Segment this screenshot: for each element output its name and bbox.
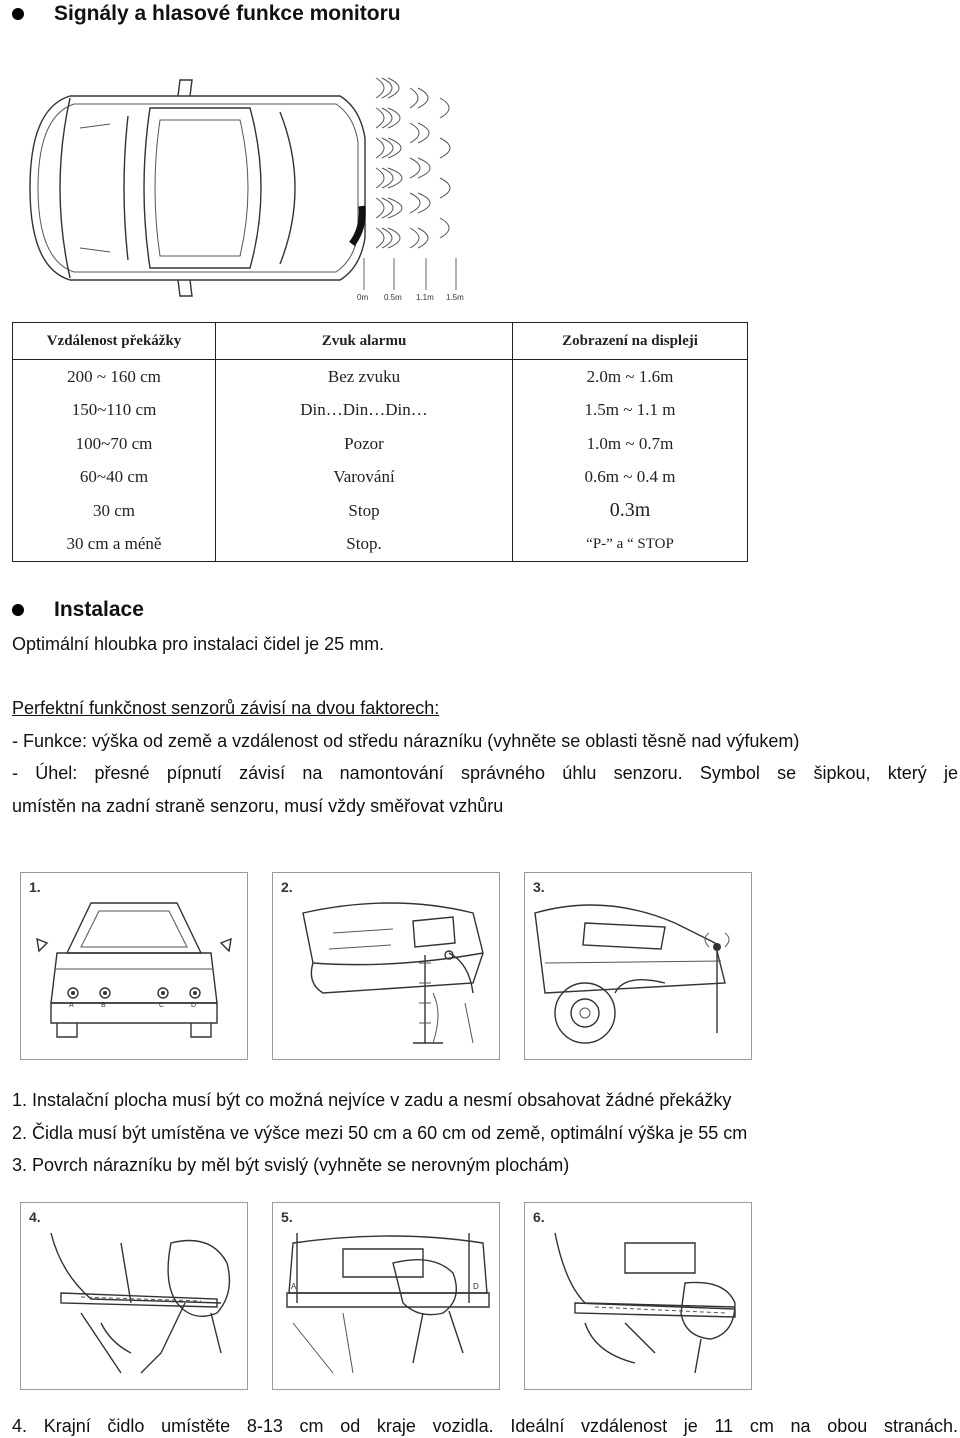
column-header: Zobrazení na displeji [513, 323, 748, 360]
sensor-label: D [473, 1282, 479, 1291]
bullet-icon [12, 604, 24, 616]
table-cell: 1.0m ~ 0.7m [513, 427, 748, 460]
figure-label: 5. [281, 1209, 293, 1225]
table-header-row [13, 323, 748, 360]
figure-label: 2. [281, 879, 293, 895]
section-title: Instalace [54, 598, 144, 621]
distance-label: 1.5m [446, 293, 464, 302]
figure-1 [20, 872, 248, 1060]
factor-function: - Funkce: výška od země a vzdálenost od středu nárazníku (vyhněte se oblasti těsně nad výfukem) [12, 731, 800, 751]
table-cell: 150~110 cm [13, 394, 216, 427]
figure-6 [524, 1202, 752, 1390]
table-cell: 1.5m ~ 1.1 m [513, 394, 748, 427]
sensor-label: B [101, 1002, 106, 1009]
factors-intro: Perfektní funkčnost senzorů závisí na dvou faktorech: [12, 698, 440, 718]
table-row [13, 460, 748, 493]
table-cell: Stop [216, 494, 513, 527]
sensor-label: D [191, 1002, 197, 1009]
table-cell: Bez zvuku [216, 360, 513, 394]
table-row [13, 427, 748, 460]
figure-2 [272, 872, 500, 1060]
sensor-label: A [291, 1282, 297, 1291]
figure-caption: 2. Čidla musí být umístěna ve výšce mezi 50 cm a 60 cm od země, optimální výška je 55 cm [12, 1123, 748, 1143]
table-cell: “P-” a “ STOP [513, 527, 748, 561]
table-cell: Din…Din…Din… [216, 394, 513, 427]
figure-3 [524, 872, 752, 1060]
table-row [13, 494, 748, 527]
table-cell: 2.0m ~ 1.6m [513, 360, 748, 394]
section-heading-install [12, 598, 144, 622]
distance-label: 0.5m [384, 293, 402, 302]
section-heading-signals [12, 2, 401, 26]
table-cell: 200 ~ 160 cm [13, 360, 216, 394]
figure-label: 1. [29, 879, 41, 895]
figure-caption: 4. Krajní čidlo umístěte 8-13 cm od kraje vozidla. Ideální vzdálenost je 11 cm na obou stranách. [12, 1416, 958, 1436]
table-row [13, 527, 748, 561]
table-row [13, 394, 748, 427]
table-cell: 60~40 cm [13, 460, 216, 493]
table-cell: Varování [216, 460, 513, 493]
column-header: Zvuk alarmu [216, 323, 513, 360]
sensor-label: C [159, 1002, 165, 1009]
section-title: Signály a hlasové funkce monitoru [54, 2, 401, 25]
table-cell: 0.6m ~ 0.4 m [513, 460, 748, 493]
table-cell: 100~70 cm [13, 427, 216, 460]
car-sensor-diagram [10, 68, 492, 313]
figure-label: 6. [533, 1209, 545, 1225]
figure-label: 3. [533, 879, 545, 895]
factor-angle: - Úhel: přesné pípnutí závisí na namontování správného úhlu senzoru. Symbol se šipkou, který je [12, 763, 958, 783]
depth-note: Optimální hloubka pro instalaci čidel je 25 mm. [12, 634, 385, 654]
table-cell: Pozor [216, 427, 513, 460]
table-cell: 30 cm a méně [13, 527, 216, 561]
table-row [13, 360, 748, 394]
table-cell: Stop. [216, 527, 513, 561]
factor-angle-cont: umístěn na zadní straně senzoru, musí vždy směřovat vzhůru [12, 796, 504, 816]
sensor-label: A [69, 1002, 74, 1009]
distance-label: 0m [357, 293, 369, 302]
figure-label: 4. [29, 1209, 41, 1225]
figure-4 [20, 1202, 248, 1390]
figure-5 [272, 1202, 500, 1390]
distance-label: 1.1m [416, 293, 434, 302]
column-header: Vzdálenost překážky [13, 323, 216, 360]
table-cell: 0.3m [513, 494, 748, 527]
figure-caption: 1. Instalační plocha musí být co možná nejvíce v zadu a nesmí obsahovat žádné překážky [12, 1090, 732, 1110]
figure-caption: 3. Povrch nárazníku by měl být svislý (vyhněte se nerovným plochám) [12, 1155, 570, 1175]
table-cell: 30 cm [13, 494, 216, 527]
distance-table [12, 322, 748, 562]
bullet-icon [12, 8, 24, 20]
